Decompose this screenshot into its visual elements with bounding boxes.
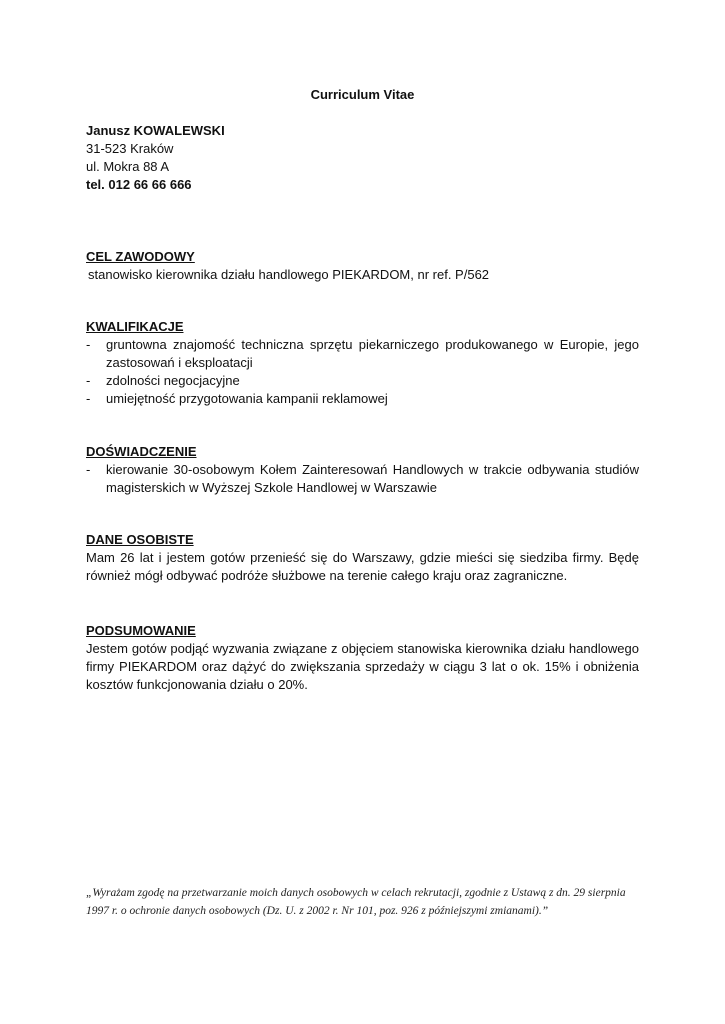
summary-text: Jestem gotów podjąć wyzwania związane z objęciem stanowiska kierownika działu handlowego firmy PIEKARDOM oraz dążyć do zwiększania sprzedaży w ciągu 3 lat o ok. 15% i obniżenia kosztów funkcjonowania działu o 20%. xyxy=(86,641,639,692)
career-goal-section xyxy=(86,248,639,284)
personal-data-section xyxy=(86,531,639,585)
document-title: Curriculum Vitae xyxy=(310,87,415,102)
list-item xyxy=(86,372,639,390)
phone-number: tel. 012 66 66 666 xyxy=(86,177,192,192)
qualification-text: gruntowna znajomość techniczna sprzętu piekarniczego produkowanego w Europie, jego zastosowań i eksploatacji xyxy=(106,337,639,370)
list-item xyxy=(86,461,639,497)
candidate-name: Janusz KOWALEWSKI xyxy=(86,123,225,138)
qualifications-heading: KWALIFIKACJE xyxy=(86,319,184,334)
qualification-text: umiejętność przygotowania kampanii reklamowej xyxy=(106,391,388,406)
experience-section xyxy=(86,443,639,497)
data-processing-consent: „Wyrażam zgodę na przetwarzanie moich danych osobowych w celach rekrutacji, zgodnie z Ustawą z dn. 29 sierpnia 1997 r. o ochronie danych osobowych (Dz. U. z 2002 r. Nr 101, poz. 926 z późniejszymi zmianami).” xyxy=(86,887,626,917)
qualification-text: zdolności negocjacyjne xyxy=(106,373,240,388)
qualifications-list xyxy=(86,336,639,408)
list-item xyxy=(86,390,639,408)
summary-section xyxy=(86,622,639,694)
street-address: ul. Mokra 88 A xyxy=(86,159,170,174)
career-goal-heading: CEL ZAWODOWY xyxy=(86,249,195,264)
experience-list xyxy=(86,461,639,497)
experience-heading: DOŚWIADCZENIE xyxy=(86,444,197,459)
list-item xyxy=(86,336,639,372)
postal-address: 31-523 Kraków xyxy=(86,141,174,156)
career-goal-text: stanowisko kierownika działu handlowego PIEKARDOM, nr ref. P/562 xyxy=(88,267,490,282)
personal-data-text: Mam 26 lat i jestem gotów przenieść się do Warszawy, gdzie mieści się siedziba firmy. Będę również mógł odbywać podróże służbowe na terenie całego kraju oraz zagraniczne. xyxy=(86,550,639,583)
dash-bullet: - xyxy=(86,391,91,406)
experience-text: kierowanie 30-osobowym Kołem Zainteresowań Handlowych w trakcie odbywania studiów magisterskich w Wyższej Szkole Handlowej w Warszawie xyxy=(106,462,639,495)
dash-bullet: - xyxy=(86,373,91,388)
personal-data-heading: DANE OSOBISTE xyxy=(86,532,194,547)
dash-bullet: - xyxy=(86,462,91,477)
qualifications-section xyxy=(86,318,639,408)
contact-block xyxy=(86,122,639,194)
summary-heading: PODSUMOWANIE xyxy=(86,623,196,638)
dash-bullet: - xyxy=(86,337,91,352)
